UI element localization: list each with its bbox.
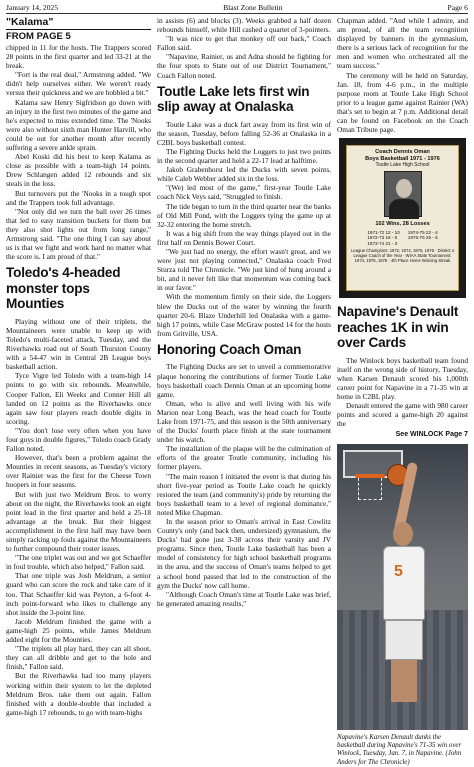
season-year: 1974-75: [407, 229, 425, 235]
season-record: 12 - 10: [385, 229, 400, 235]
season-year: 1973-74: [367, 240, 385, 246]
player-figure: [377, 502, 431, 702]
season-list-left: [367, 230, 399, 246]
season-row: [367, 241, 399, 246]
onalaska-headline: Toutle Lake lets first win slip away at Onalaska: [157, 83, 310, 115]
jersey-number: 5: [394, 562, 403, 580]
kalama-article: [6, 43, 151, 261]
toledo-paragraph: "It was nice to get that monkey off our back," Coach Fallon said.: [157, 34, 331, 53]
season-list-right: [408, 230, 438, 246]
basketball-net: [358, 478, 382, 500]
kalama-paragraph: chipped in 11 for the hosts. The Trappers scored 28 points in the first quarter and led 33-21 at the break.: [6, 43, 151, 71]
plaque-notes: League Champions: 1972, 1974, 1975, 1976 · District 4 League Coach of the Year · WIAA State Tournament: 1974, 1975, 1976 · 4th Place Home Winning Streak: [351, 247, 454, 263]
toledo-paragraph: However, that's been a problem against the Mounties in recent seasons, as Tuesday's victory over Rainier was the first for the Cheese Town hoopers in four seasons.: [6, 453, 151, 490]
toledo-article: [6, 317, 151, 717]
oman-continued: [337, 16, 468, 134]
toledo-paragraph: "The triplets all play hard, they can all shoot, they can all dribble and get to the hole and finish," Fallon said.: [6, 644, 151, 672]
kalama-paragraph: "Not only did we turn the ball over 26 times that led to easy transition buckets for them but they also shot lights out from long range," Armstrong said. "The one thing I can say about us is that we fight and work hard no matter what the score is. I am proud of that.": [6, 206, 151, 262]
kalama-paragraph: Kalama saw Henry Sigfridson go down with an injury in the first two minutes of the game and he's expected to miss extended time. The 'Nooks were also without sixth man Hunter Harvill, who could be out for another month after recently suffering a severe ankle sprain.: [6, 97, 151, 153]
onalaska-paragraph: Jakob Grabenhorst led the Ducks with seven points, while Caleb Webber added six in the loss.: [157, 165, 331, 184]
toledo-paragraph: "You don't lose very often when you have four guys in double figures," Toledo coach Grady Fallon noted.: [6, 425, 151, 454]
coach-portrait: [384, 171, 422, 217]
dunk-photo: [337, 444, 468, 730]
denault-paragraph: Denault entered the game with 980 career points and scored a game-high 20 against the: [337, 401, 468, 429]
kalama-paragraph: Abel Koski did his best to keep Kalama as close as possible with a team-high 14 points. Drew Schlangen added 12 rebounds and six steals in the loss.: [6, 152, 151, 189]
toledo-paragraph: But with just two Meldrum Bros. to worry about on the night, the Riverhawks took an eight point lead in the first quarter and held a 25-18 advantage at the break. But their biggest accomplishment in the first half may have been simply racking up fouls against the Mountaineers to further compound their roster issues.: [6, 489, 151, 554]
toledo-paragraph: Playing without one of their triplets, the Mountaineers were unable to keep up with Toledo's multi-faceted attack, Tuesday, and the Riverhawks road out of South Thurston County with a 54-47 win in Central 2B League boys basketball action.: [6, 316, 151, 372]
season-record: 21 - 3: [385, 240, 398, 246]
denault-paragraph: The Winlock boys basketball team found itself on the wrong side of history, Tuesday, when Karsen Denault scored his 1,000th career point for Napavine in a 71-35 win at home in C2BL play.: [337, 355, 468, 402]
plaque-subtitle: Boys Basketball 1971 - 1976: [365, 155, 440, 162]
player-jersey: [383, 546, 425, 620]
toledo-paragraph: "Napavine, Rainier, us and Adna should be fighting for the four spots to State out of our District Tournament," Coach Fallon noted.: [157, 52, 331, 80]
column-middle: [157, 16, 331, 728]
plaque-school: Toutle Lake High School: [375, 161, 430, 168]
player-shorts: [385, 620, 423, 660]
oman-paragraph: "The main reason I initiated the event is that during his short five-year period as Toutle Lake coach he quickly restored the team (and community's) pride by returning the boys basketball team to a level of regional dominance," noted Mike Chapman.: [157, 471, 331, 517]
season-record: 18 - 5: [385, 235, 398, 241]
toledo-paragraph: But the Riverhawks had too many players working within their system to let the depleted Meldrum Bros. take them out again. Fallon finished with a double-double that included a game-high 17 rebounds, to go with team-highs: [6, 671, 151, 717]
from-page-label: FROM PAGE 5: [6, 31, 71, 42]
oman-paragraph: "Although Coach Oman's time at Toutle Lake was brief, he generated amazing results,": [157, 589, 331, 608]
toledo-continued: [157, 16, 331, 80]
denault-headline: Napavine's Denault reaches 1K in win over Cards: [337, 304, 459, 351]
onalaska-paragraph: "(We) led most of the game," first-year Toutle Lake coach Nick Veys said, "Struggled to finish.: [157, 183, 331, 202]
page-header: [6, 2, 468, 12]
oman-paragraph: The installation of the plaque will be the culmination of efforts of the greater Toutle community, including his former players.: [157, 444, 331, 472]
toledo-paragraph: Jacob Meldrum finished the game with a game-high 25 points, while James Meldrum added eight for the Mounties.: [6, 616, 151, 645]
season-record: 25 - 6: [425, 235, 438, 241]
player-head: [393, 522, 413, 546]
denault-article: [337, 356, 468, 429]
plaque-seasons: [367, 230, 437, 246]
onalaska-paragraph: With the momentum firmly on their side, the Loggers blew the Ducks out of the water by winning the fourth quarter 20-6. Blaze Underhill led Onalaska with a game-high 17 points, while Case McGraw posted 14 for the hosts from Gritville, USA.: [157, 292, 331, 338]
kicker-rule: [6, 29, 151, 30]
column-right: [337, 16, 468, 766]
kalama-kicker: "Kalama": [6, 16, 54, 28]
season-year: 1972-73: [367, 235, 385, 241]
portrait-torso: [389, 199, 419, 219]
photo-caption: Napavine's Karsen Denault dunks the basketball during Napavine's 71-35 win over Winlock, Tuesday, Jan. 7, in Napavine. (John Anders for The Chronicle): [337, 733, 462, 766]
oman-paragraph: In the season prior to Oman's arrival in East Cowlitz County's only (and back then, undersized) gymnasium, the Ducks' had gone just 3-38 across their varsity and JV programs. Since then, Toutle Lake basketball has been a model of consistency for high school basketball programs in the area, and the success of Oman's teams helped to get a school bond passed that led to the construction of the gym the Ducks' now call home.: [157, 517, 331, 590]
jump-line: See WINLOCK Page 7: [395, 431, 468, 439]
toledo-paragraph: Tyce Vigre led Toledo with a team-high 14 points to go with six rebounds. Meanwhile, Cooper Fallon, Eli Weeks and Conner Hill all landed on 12 points as the Riverhawks once again saw four players reach double digits in scoring.: [6, 371, 151, 426]
toledo-paragraph: "The one triplet was out and we got Schaeffer in foul trouble, which also helped," Fallon said.: [6, 553, 151, 572]
season-year: 1971-72: [367, 229, 385, 235]
plaque-title: Coach Dennis Oman: [375, 149, 430, 156]
onalaska-paragraph: It was a big shift from the way things played out in the first half on Dennis Bower Court.: [157, 228, 331, 247]
season-year: 1975-76: [407, 235, 425, 241]
onalaska-article: [157, 120, 331, 338]
onalaska-paragraph: The Fighting Ducks held the Loggers to just two points in the second quarter and held a 22-17 lead at halftime.: [157, 146, 331, 166]
toledo-paragraph: in assists (6) and blocks (3). Weeks grabbed a half dozen rebounds himself, while Hill cashed a quartet of 3-pointers.: [157, 16, 331, 35]
season-row: [408, 235, 438, 240]
plaque-record: 102 Wins, 28 Losses: [375, 220, 430, 227]
onalaska-paragraph: "We just had no energy, the effort wasn't great, and we were just not playing connected," Onalaska coach Fred Sturza told The Chronicle. "We just kind of hung around a bit, and it never felt like that momentum was coming back in our favor.": [157, 246, 331, 293]
header-rule: [6, 13, 468, 14]
kalama-paragraph: "Fort is the real deal," Armstrong added. "We didn't help ourselves either. We weren't ready versus their quickness and we are hobbled a bit.": [6, 70, 151, 98]
onalaska-paragraph: Toutle Lake was a duck fart away from its first win of the season, Tuesday, before falling 52-36 at Onalaska in a C2BL boys basketball contest.: [157, 119, 331, 147]
plaque-face: [346, 145, 459, 291]
kalama-paragraph: But turnovers put the 'Nooks in a tough spot and the Trappers took full advantage.: [6, 188, 151, 207]
publication-name: Blast Zone Bulletin: [223, 2, 283, 12]
page-number: Page 6: [447, 2, 468, 12]
season-record: 22 - 4: [425, 229, 438, 235]
issue-date: January 14, 2025: [6, 2, 59, 12]
oman-paragraph: The Fighting Ducks are set to unveil a commemorative plaque honoring the contributions of former Toutle Lake boys basketball coach Dennis Oman at an upcoming home game.: [157, 362, 331, 399]
oman-paragraph: Chapman added. "And while I admire, and am proud, of all the team recognition displayed by banners in the gymnasium, there is a serious lack of recognition for the men and women who orchestrated all the team success.": [337, 16, 468, 71]
column-left: [6, 16, 151, 728]
oman-article: [157, 362, 331, 608]
oman-plaque-photo: [339, 138, 466, 298]
toledo-headline: Toledo's 4-headed monster tops Mounties: [6, 265, 121, 312]
player-legs: [391, 660, 417, 702]
onalaska-paragraph: The tide began to turn in the third quarter near the banks of Old Mill Pond, with the Loggers tying the game up at 32-32 entering the home stretch.: [157, 201, 331, 229]
portrait-head: [396, 179, 412, 198]
oman-headline: Honoring Coach Oman: [157, 341, 302, 357]
toledo-paragraph: That one triple was Josh Meldrum, a senior guard who can score the rock and take care of it too. That Schaeffer kid was Peyton, a 6-foot 4-inch point-forward who likes to challenge any shot inside the 3-point line.: [6, 571, 151, 617]
oman-paragraph: Oman, who is alive and well living with his wife Marion near Long Beach, was the head coach for Toutle Lake from 1971-75, and this season is the 50th anniversary of the Ducks' fourth place finish at the state tournament under his watch.: [157, 398, 331, 445]
oman-paragraph: The ceremony will be held on Saturday, Jan. 18, from 4-6 p.m., in the multiple purpose room at Toutle Lake High School prior to a league game against Rainier (WA) that's set to begin at 7 p.m. Additional detail can be found on Facebook on the Coach Oman Tribute page.: [337, 70, 468, 135]
